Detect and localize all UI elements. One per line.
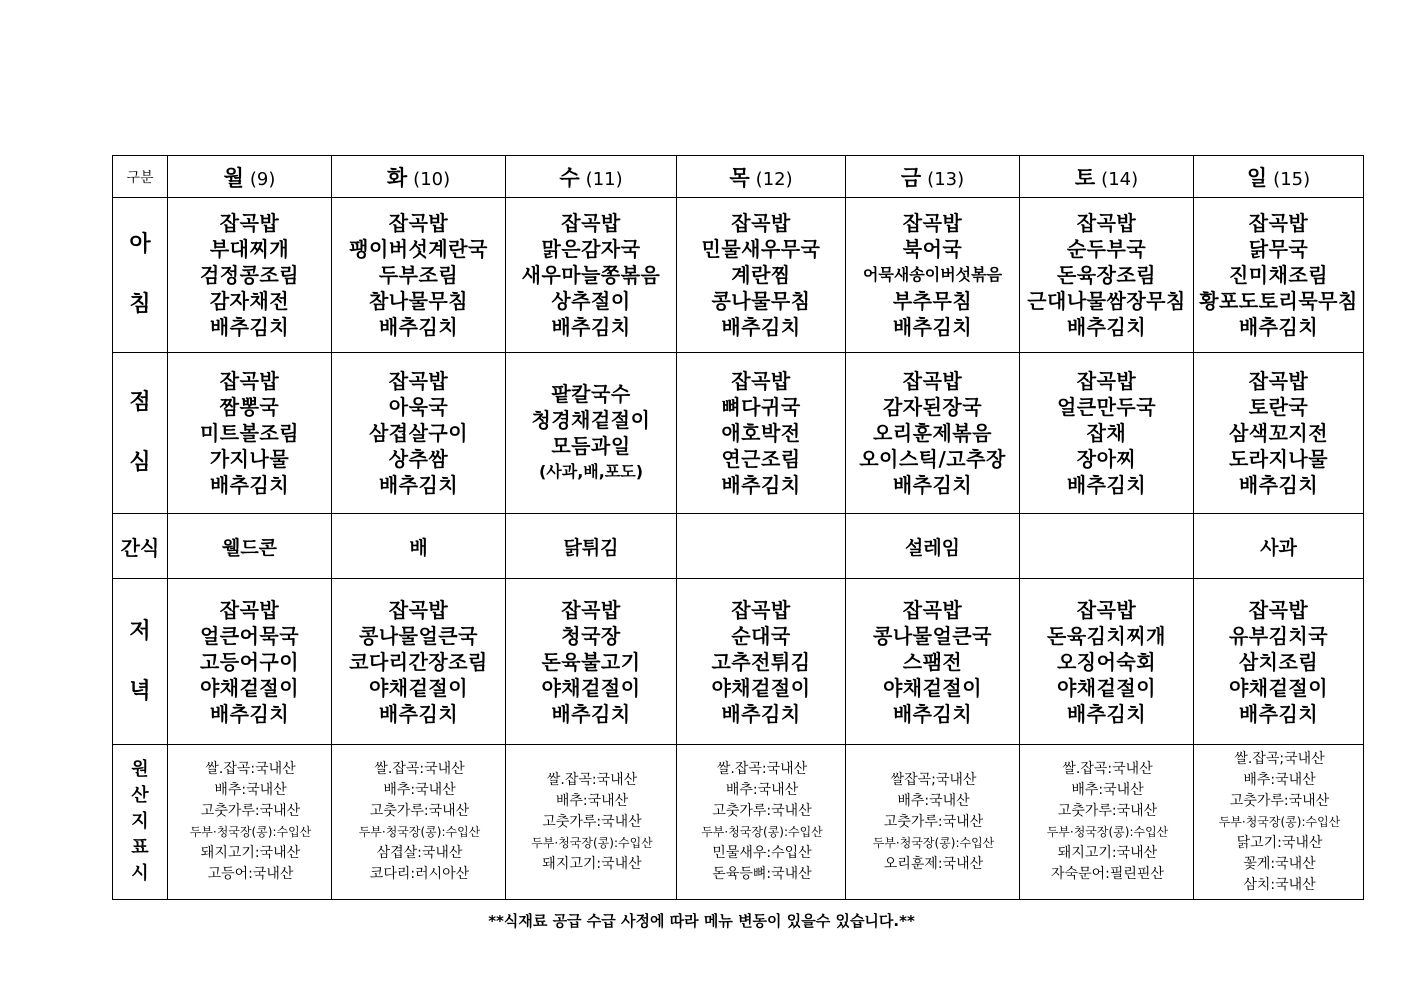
breakfast-cell: 잡곡밥 팽이버섯계란국 두부조림 참나물무침 배추김치 <box>332 198 506 353</box>
dinner-cell: 잡곡밥 돈육김치찌개 오징어숙회 야채겉절이 배추김치 <box>1020 579 1194 745</box>
day-header: 목 (12) <box>677 156 846 198</box>
lunch-cell: 잡곡밥 뼈다귀국 애호박전 연근조림 배추김치 <box>677 353 846 514</box>
lunch-cell: 잡곡밥 얼큰만두국 잡채 장아찌 배추김치 <box>1020 353 1194 514</box>
header-label: 구분 <box>113 156 168 198</box>
breakfast-cell: 잡곡밥 순두부국 돈육장조림 근대나물쌈장무침 배추김치 <box>1020 198 1194 353</box>
lunch-cell: 잡곡밥 짬뽕국 미트볼조림 가지나물 배추김치 <box>168 353 332 514</box>
menu-change-notice: **식재료 공급 수급 사정에 따라 메뉴 변동이 있을수 있습니다.** <box>488 912 915 930</box>
origin-cell: 쌀.잡곡:국내산 배추:국내산 고춧가루:국내산 두부·청국장(콩):수입산 돼지고기:국내산 고등어:국내산 <box>168 745 332 900</box>
snack-cell <box>1020 514 1194 579</box>
day-header: 금 (13) <box>846 156 1020 198</box>
dinner-label: 저 녁 <box>113 579 168 745</box>
dinner-cell: 잡곡밥 유부김치국 삼치조림 야채겉절이 배추김치 <box>1194 579 1364 745</box>
snack-cell: 배 <box>332 514 506 579</box>
lunch-row <box>113 353 1364 514</box>
breakfast-cell: 잡곡밥 맑은감자국 새우마늘쫑볶음 상추절이 배추김치 <box>506 198 677 353</box>
header-row <box>113 156 1364 198</box>
origin-cell: 쌀.잡곡:국내산 배추:국내산 고춧가루:국내산 두부·청국장(콩):수입산 돼지고기:국내산 <box>506 745 677 900</box>
lunch-cell: 잡곡밥 아욱국 삼겹살구이 상추쌈 배추김치 <box>332 353 506 514</box>
lunch-cell: 잡곡밥 토란국 삼색꼬지전 도라지나물 배추김치 <box>1194 353 1364 514</box>
day-header: 월 (9) <box>168 156 332 198</box>
origin-row <box>113 745 1364 900</box>
day-header: 수 (11) <box>506 156 677 198</box>
lunch-cell: 팥칼국수 청경채겉절이 모듬과일 (사과,배,포도) <box>506 353 677 514</box>
dinner-cell: 잡곡밥 얼큰어묵국 고등어구이 야채겉절이 배추김치 <box>168 579 332 745</box>
origin-cell: 쌀.잡곡;국내산 배추:국내산 고춧가루:국내산 두부·청국장(콩):수입산 닭고기:국내산 꽃게:국내산 삼치:국내산 <box>1194 745 1364 900</box>
snack-cell <box>677 514 846 579</box>
snack-cell: 설레임 <box>846 514 1020 579</box>
day-header: 화 (10) <box>332 156 506 198</box>
dinner-row <box>113 579 1364 745</box>
breakfast-cell: 잡곡밥 북어국 어묵새송이버섯볶음 부추무침 배추김치 <box>846 198 1020 353</box>
snack-cell: 사과 <box>1194 514 1364 579</box>
weekly-menu-table <box>112 155 1364 900</box>
day-header: 토 (14) <box>1020 156 1194 198</box>
breakfast-label: 아 침 <box>113 198 168 353</box>
breakfast-cell: 잡곡밥 민물새우무국 계란찜 콩나물무침 배추김치 <box>677 198 846 353</box>
snack-label: 간식 <box>113 514 168 579</box>
snack-cell: 닭튀김 <box>506 514 677 579</box>
lunch-label: 점 심 <box>113 353 168 514</box>
origin-cell: 쌀잡곡;국내산 배추:국내산 고춧가루:국내산 두부·청국장(콩):수입산 오리훈제:국내산 <box>846 745 1020 900</box>
breakfast-cell: 잡곡밥 닭무국 진미채조림 황포도토리묵무침 배추김치 <box>1194 198 1364 353</box>
dinner-cell: 잡곡밥 청국장 돈육불고기 야채겉절이 배추김치 <box>506 579 677 745</box>
dinner-cell: 잡곡밥 콩나물얼큰국 스팸전 야채겉절이 배추김치 <box>846 579 1020 745</box>
dinner-cell: 잡곡밥 콩나물얼큰국 코다리간장조림 야채겉절이 배추김치 <box>332 579 506 745</box>
lunch-cell: 잡곡밥 감자된장국 오리훈제볶음 오이스틱/고추장 배추김치 <box>846 353 1020 514</box>
breakfast-cell: 잡곡밥 부대찌개 검정콩조림 감자채전 배추김치 <box>168 198 332 353</box>
snack-cell: 웰드콘 <box>168 514 332 579</box>
breakfast-row <box>113 198 1364 353</box>
day-header: 일 (15) <box>1194 156 1364 198</box>
dinner-cell: 잡곡밥 순대국 고추전튀김 야채겉절이 배추김치 <box>677 579 846 745</box>
origin-cell: 쌀.잡곡:국내산 배추:국내산 고춧가루:국내산 두부·청국장(콩):수입산 돼지고기:국내산 자숙문어:필린핀산 <box>1020 745 1194 900</box>
origin-cell: 쌀.잡곡:국내산 배추:국내산 고춧가루:국내산 두부·청국장(콩):수입산 삼겹살:국내산 코다리:러시아산 <box>332 745 506 900</box>
origin-label: 원 산 지 표 시 <box>113 745 168 900</box>
snack-row <box>113 514 1364 579</box>
origin-cell: 쌀.잡곡:국내산 배추:국내산 고춧가루:국내산 두부·청국장(콩):수입산 민물새우:수입산 돈육등뼈:국내산 <box>677 745 846 900</box>
